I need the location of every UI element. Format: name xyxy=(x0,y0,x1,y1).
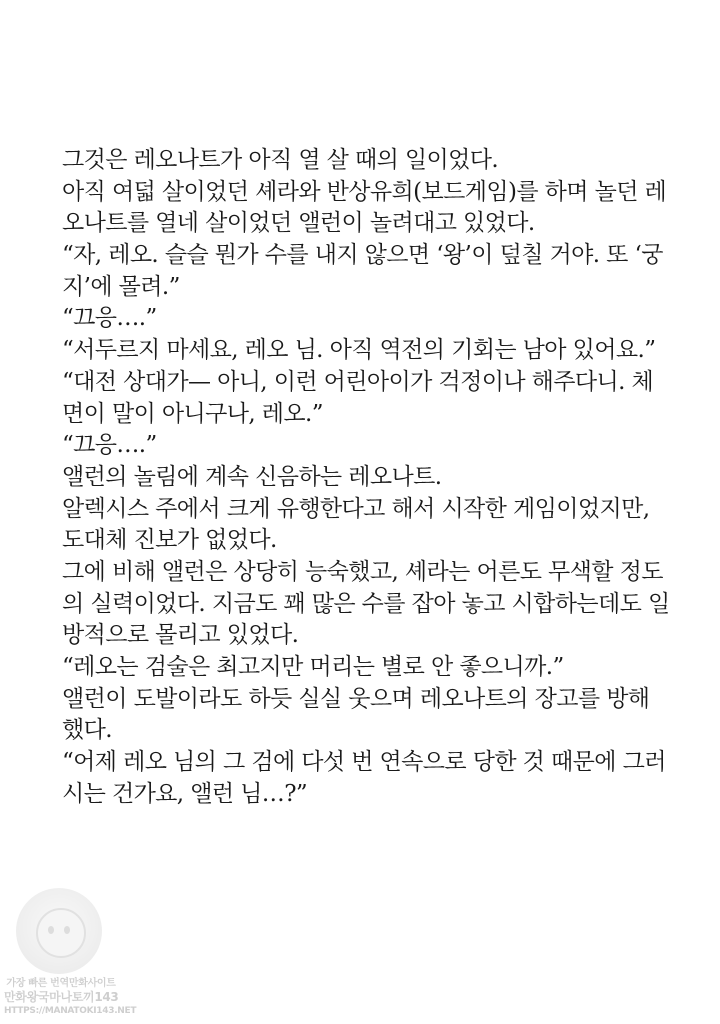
text-line: 방적으로 몰리고 있었다. xyxy=(62,622,299,649)
text-line: 시는 건가요, 앨런 님…?” xyxy=(62,780,308,807)
text-line: 의 실력이었다. 지금도 꽤 많은 수를 잡아 놓고 시합하는데도 일 xyxy=(62,590,670,617)
text-line: “자, 레오. 슬슬 뭔가 수를 내지 않으면 ‘왕’이 덮칠 거야. 또 ‘궁 xyxy=(62,242,663,269)
text-line: 했다. xyxy=(62,717,112,744)
watermark-face-icon xyxy=(36,908,86,958)
text-line: “레오는 검술은 최고지만 머리는 별로 안 좋으니까.” xyxy=(62,654,564,680)
text-line: 지’에 몰려.” xyxy=(62,273,180,300)
text-line: “대전 상대가— 아니, 이런 어린아이가 걱정이나 해주다니. 체 xyxy=(62,368,654,395)
text-line: 도대체 진보가 없었다. xyxy=(62,527,277,554)
text-line: 앨런이 도발이라도 하듯 실실 웃으며 레오나트의 장고를 방해 xyxy=(62,685,650,712)
text-line: 아직 여덟 살이었던 셰라와 반상유희(보드게임)를 하며 놀던 레 xyxy=(62,178,667,205)
text-line: “끄응….” xyxy=(62,305,157,332)
text-line: 오나트를 열네 살이었던 앨런이 놀려대고 있었다. xyxy=(62,210,535,237)
text-line: 앨런의 놀림에 계속 신음하는 레오나트. xyxy=(62,463,442,490)
watermark-eye-icon xyxy=(48,926,54,934)
text-line: 그에 비해 앨런은 상당히 능숙했고, 셰라는 어른도 무색할 정도 xyxy=(62,558,663,585)
watermark-site-name: 만화왕국마나토끼143 xyxy=(4,990,119,1004)
watermark-url: HTTPS://MANATOKI143.NET xyxy=(4,1006,137,1016)
site-watermark xyxy=(0,888,137,1024)
text-line: “끄응….” xyxy=(62,432,157,459)
text-line: 그것은 레오나트가 아직 열 살 때의 일이었다. xyxy=(62,147,499,173)
watermark-tagline: 가장 빠른 번역만화사이트 xyxy=(6,978,116,989)
watermark-eye-icon xyxy=(64,926,70,934)
text-line: 면이 말이 아니구나, 레오.” xyxy=(62,400,323,427)
novel-text-body xyxy=(62,145,702,810)
text-line: “어제 레오 님의 그 검에 다섯 번 연속으로 당한 것 때문에 그러 xyxy=(62,749,666,776)
text-line: “서두르지 마세요, 레오 님. 아직 역전의 기회는 남아 있어요.” xyxy=(62,337,656,364)
text-line: 알렉시스 주에서 크게 유행한다고 해서 시작한 게임이었지만, xyxy=(62,495,650,522)
